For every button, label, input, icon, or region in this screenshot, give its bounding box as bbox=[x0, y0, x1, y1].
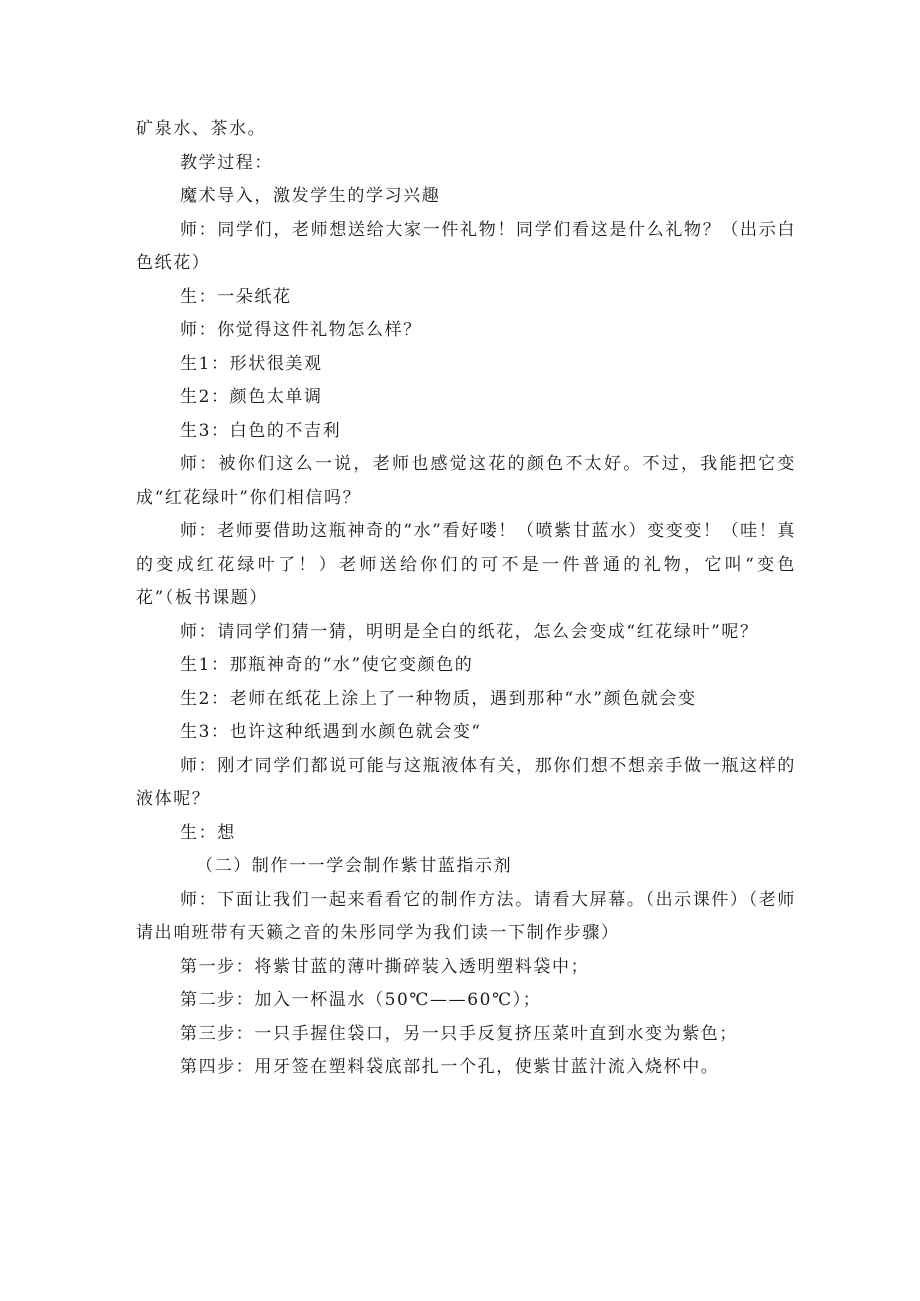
paragraph: 师：同学们，老师想送给大家一件礼物！同学们看这是什么礼物？（出示白色纸花） bbox=[136, 219, 796, 273]
document-body bbox=[136, 113, 796, 1085]
section-heading: （二）制作一一学会制作紫甘蓝指示剂 bbox=[196, 856, 513, 876]
paragraph: 师：老师要借助这瓶神奇的“水”看好喽！（喷紫甘蓝水）变变变！（哇！真的变成红花绿叶了！）老师送给你们的可不是一件普通的礼物，它叫“变色花”（板书课题） bbox=[136, 521, 796, 608]
paragraph: 生2：颜色太单调 bbox=[180, 387, 323, 407]
paragraph: 生1：形状很美观 bbox=[180, 353, 323, 374]
paragraph: 生1：那瓶神奇的“水”使它变颜色的 bbox=[180, 655, 474, 675]
paragraph: 生：一朵纸花 bbox=[180, 286, 292, 307]
paragraph: 师：下面让我们一起来看看它的制作方法。请看大屏幕。（出示课件）（老师请出咱班带有天籁之音的朱彤同学为我们读一下制作步骤） bbox=[136, 889, 796, 943]
paragraph: 生3：白色的不吉利 bbox=[180, 420, 342, 441]
paragraph: 魔术导入，激发学生的学习兴趣 bbox=[180, 186, 441, 206]
paragraph: 师：请同学们猜一猜，明明是全白的纸花，怎么会变成“红花绿叶”呢？ bbox=[180, 621, 759, 642]
paragraph: 师：刚才同学们都说可能与这瓶液体有关，那你们想不想亲手做一瓶这样的液体呢？ bbox=[136, 755, 796, 809]
paragraph: 师：你觉得这件礼物怎么样？ bbox=[180, 320, 422, 340]
paragraph: 第一步：将紫甘蓝的薄叶撕碎装入透明塑料袋中； bbox=[180, 956, 590, 977]
paragraph: 生：想 bbox=[180, 822, 236, 843]
paragraph: 生3：也许这种纸遇到水颜色就会变“ bbox=[180, 722, 482, 742]
paragraph: 生2：老师在纸花上涂上了一种物质，遇到那种“水”颜色就会变 bbox=[180, 688, 697, 709]
paragraph: 第四步：用牙签在塑料袋底部扎一个孔，使紫甘蓝汁流入烧杯中。 bbox=[180, 1057, 720, 1077]
paragraph: 第三步：一只手握住袋口，另一只手反复挤压菜叶直到水变为紫色； bbox=[180, 1023, 738, 1044]
paragraph: 教学过程： bbox=[180, 152, 273, 173]
paragraph: 师：被你们这么一说，老师也感觉这花的颜色不太好。不过，我能把它变成“红花绿叶”你们相信吗？ bbox=[136, 454, 796, 508]
paragraph: 第二步：加入一杯温水（50℃——60℃）； bbox=[180, 990, 542, 1010]
paragraph: 矿泉水、茶水。 bbox=[136, 119, 267, 139]
